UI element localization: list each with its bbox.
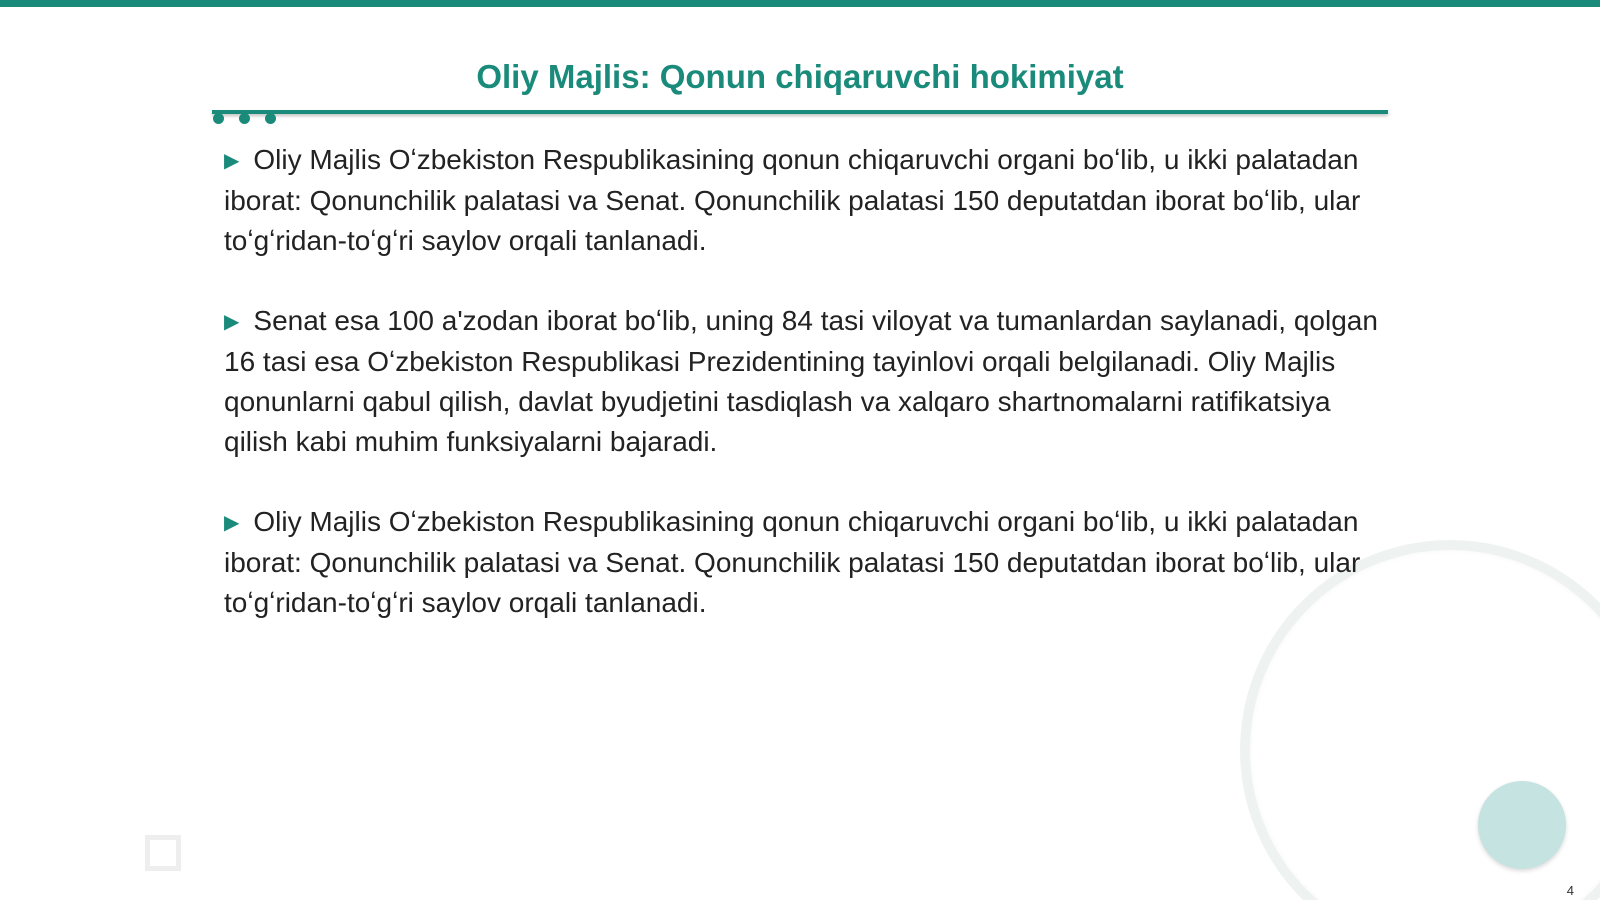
paragraph-text: Oliy Majlis Oʻzbekiston Respublikasining qonun chiqaruvchi organi boʻlib, u ikki palatadan iborat: Qonunchilik palatasi va Senat. Qonunchilik palatasi 150 deputatdan iborat boʻlib, ular toʻgʻridan-toʻgʻri saylov orqali tanlanadi. (224, 506, 1361, 618)
page-number: 4 (1566, 883, 1574, 898)
title-underline (212, 110, 1388, 114)
underline-dot (265, 113, 276, 124)
bullet-paragraph (224, 140, 1394, 261)
decorative-square (145, 835, 181, 871)
slide-title: Oliy Majlis: Qonun chiqaruvchi hokimiyat (476, 58, 1124, 95)
triangle-right-icon: ▶ (224, 512, 240, 534)
underline-dot (213, 113, 224, 124)
decorative-dot (1478, 781, 1566, 869)
paragraph-text: Oliy Majlis Oʻzbekiston Respublikasining qonun chiqaruvchi organi boʻlib, u ikki palatadan iborat: Qonunchilik palatasi va Senat. Qonunchilik palatasi 150 deputatdan iborat boʻlib, ular toʻgʻridan-toʻgʻri saylov orqali tanlanadi. (224, 144, 1361, 256)
top-accent-bar (0, 0, 1600, 7)
underline-dot (239, 113, 250, 124)
bullet-paragraph (224, 502, 1394, 623)
bullet-paragraph (224, 301, 1394, 462)
triangle-right-icon: ▶ (224, 150, 240, 172)
paragraph-text: Senat esa 100 a'zodan iborat boʻlib, uning 84 tasi viloyat va tumanlardan saylanadi, qolgan 16 tasi esa Oʻzbekiston Respublikasi Prezidentining tayinlovi orqali belgilanadi. Oliy Majlis qonunlarni qabul qilish, davlat byudjetini tasdiqlash va xalqaro shartnomalarni ratifikatsiya qilish kabi muhim funksiyalarni bajaradi. (224, 305, 1378, 457)
slide-body (224, 140, 1394, 663)
triangle-right-icon: ▶ (224, 311, 240, 333)
